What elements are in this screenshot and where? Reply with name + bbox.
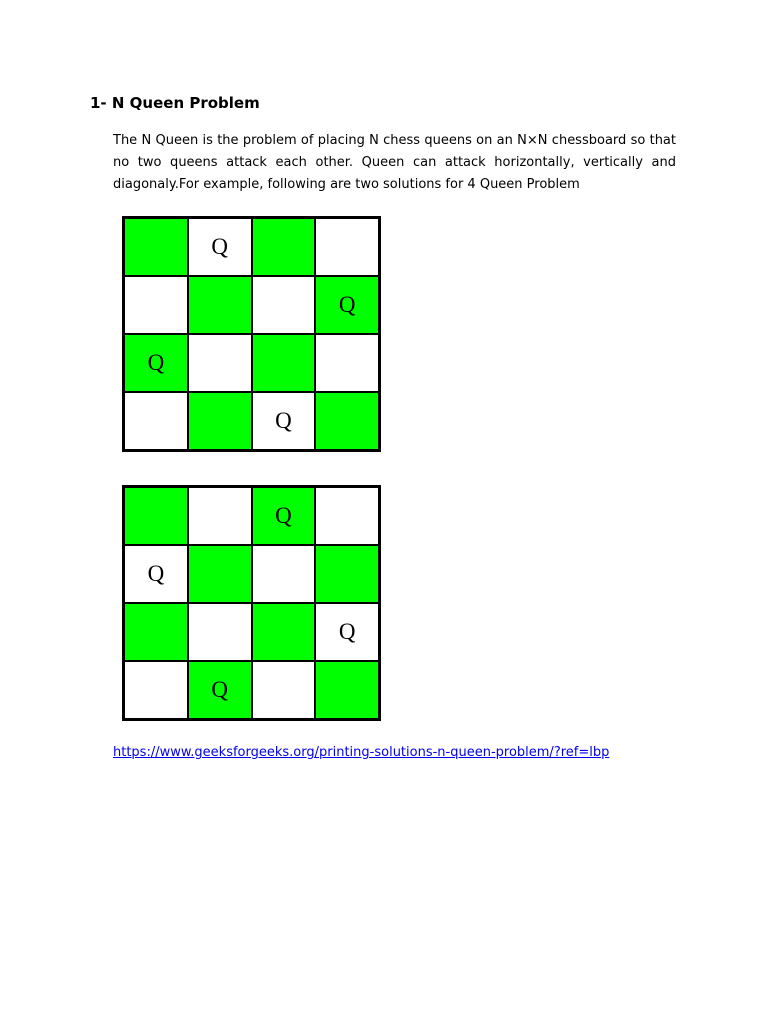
board-1-cell-r4-c1: [124, 392, 188, 450]
board-1-cell-r4-c2: [188, 392, 252, 450]
board-2-cell-r4-c4: [315, 661, 379, 719]
board-2-cell-r4-c1: [124, 661, 188, 719]
board-2-cell-r4-c2: Q: [188, 661, 252, 719]
problem-description: The N Queen is the problem of placing N chess queens on an N×N chessboard so that no two queens attack each other. Queen can attack horizontally, vertically and diagonaly.For example, following are two solutions for 4 Queen Problem: [113, 133, 676, 192]
board-1-cell-r2-c2: [188, 276, 252, 334]
board-2-cell-r3-c3: [252, 603, 316, 661]
board-1-cell-r3-c4: [315, 334, 379, 392]
board-1-cell-r3-c1: Q: [124, 334, 188, 392]
board-2-cell-r4-c3: [252, 661, 316, 719]
section-heading: 1- N Queen Problem: [90, 94, 260, 112]
board-1-cell-r1-c4: [315, 218, 379, 276]
chessboard-solution-1: [122, 216, 381, 452]
board-1-cell-r2-c3: [252, 276, 316, 334]
board-1-cell-r1-c3: [252, 218, 316, 276]
board-2-cell-r2-c4: [315, 545, 379, 603]
board-1-cell-r4-c4: [315, 392, 379, 450]
board-2-cell-r2-c2: [188, 545, 252, 603]
board-2-cell-r3-c2: [188, 603, 252, 661]
board-1-cell-r2-c1: [124, 276, 188, 334]
board-1-cell-r3-c2: [188, 334, 252, 392]
board-2-cell-r2-c3: [252, 545, 316, 603]
board-1-cell-r4-c3: Q: [252, 392, 316, 450]
board-1-cell-r1-c1: [124, 218, 188, 276]
chessboard-solution-2: [122, 485, 381, 721]
board-2-cell-r3-c1: [124, 603, 188, 661]
board-2-cell-r1-c3: Q: [252, 487, 316, 545]
board-2-cell-r2-c1: Q: [124, 545, 188, 603]
board-2-cell-r1-c4: [315, 487, 379, 545]
board-1-cell-r2-c4: Q: [315, 276, 379, 334]
board-1-cell-r1-c2: Q: [188, 218, 252, 276]
reference-link[interactable]: https://www.geeksforgeeks.org/printing-solutions-n-queen-problem/?ref=lbp: [113, 745, 610, 760]
board-2-cell-r1-c2: [188, 487, 252, 545]
board-2-cell-r3-c4: Q: [315, 603, 379, 661]
board-1-cell-r3-c3: [252, 334, 316, 392]
board-2-cell-r1-c1: [124, 487, 188, 545]
